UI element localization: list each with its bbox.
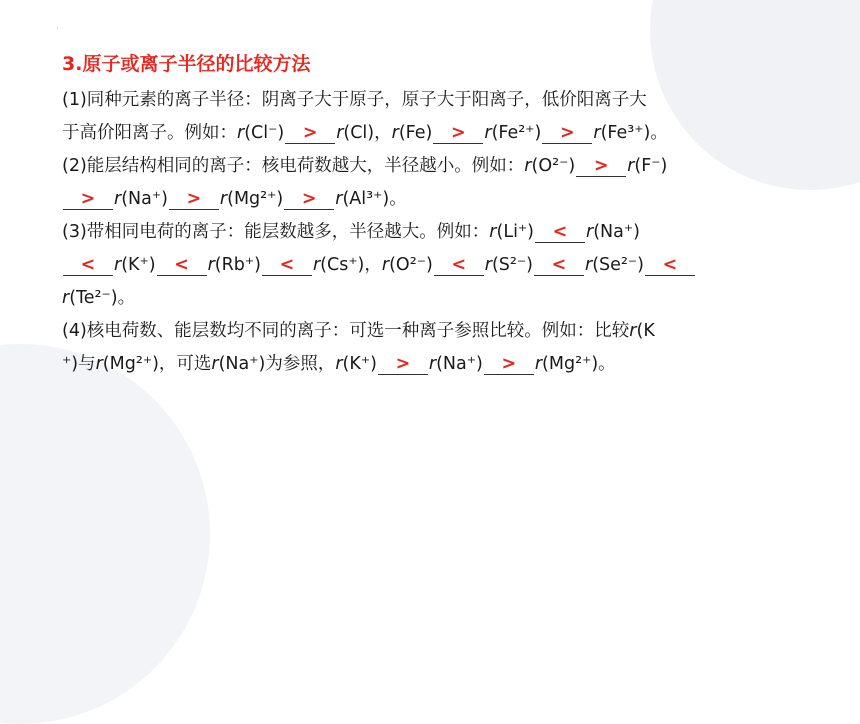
r-symbol: r xyxy=(62,288,70,308)
text: (Fe) xyxy=(398,123,433,143)
text: (Se²⁻) xyxy=(592,255,644,275)
r-symbol: r xyxy=(629,321,637,341)
paragraph-2-line-2 xyxy=(62,183,822,216)
text: (K xyxy=(636,321,655,341)
r-symbol: r xyxy=(219,189,228,209)
paragraph-4-line-2 xyxy=(62,348,822,381)
answer-blank: < xyxy=(434,255,484,276)
content xyxy=(62,50,822,381)
text: (Rb⁺) xyxy=(214,255,261,275)
text: (Cl)， xyxy=(343,123,392,143)
r-symbol: r xyxy=(428,354,437,374)
answer-blank: > xyxy=(63,189,113,210)
text: (Te²⁻)。 xyxy=(69,288,136,308)
r-symbol: r xyxy=(391,123,399,143)
decorative-dot: · xyxy=(56,24,59,34)
r-symbol: r xyxy=(593,123,601,143)
r-symbol: r xyxy=(627,156,635,176)
paragraph-1-line-1 xyxy=(62,84,822,117)
answer-blank: > xyxy=(378,354,428,375)
paragraph-4-line-1 xyxy=(62,315,822,348)
text: (Na⁺) xyxy=(121,189,168,209)
answer-blank: > xyxy=(576,156,626,177)
r-symbol: r xyxy=(534,354,543,374)
text: (Mg²⁺)，可选 xyxy=(102,354,212,374)
text: (Na⁺) xyxy=(436,354,483,374)
text: (Li⁺) xyxy=(496,222,535,242)
r-symbol: r xyxy=(207,255,215,275)
answer-blank: > xyxy=(542,123,592,144)
text: ⁺)与 xyxy=(62,354,96,374)
text: (Cl⁻) xyxy=(244,123,285,143)
answer-blank: < xyxy=(645,255,695,276)
text: (F⁻) xyxy=(634,156,668,176)
text: (2)能层结构相同的离子：核电荷数越大，半径越小。例如： xyxy=(62,156,525,176)
text: (3)带相同电荷的离子：能层数越多，半径越大。例如： xyxy=(62,222,490,242)
text: (Na⁺)为参照， xyxy=(218,354,336,374)
decorative-circle xyxy=(0,344,210,724)
r-symbol: r xyxy=(237,123,245,143)
paragraph-1-text: (1)同种元素的离子半径：阴离子大于原子，原子大于阳离子，低价阳离子大 xyxy=(62,90,647,110)
answer-blank: < xyxy=(63,255,113,276)
r-symbol: r xyxy=(336,123,344,143)
r-symbol: r xyxy=(335,354,343,374)
r-symbol: r xyxy=(484,255,492,275)
answer-blank: > xyxy=(284,189,334,210)
r-symbol: r xyxy=(484,123,492,143)
paragraph-2-line-1 xyxy=(62,150,822,183)
text: (K⁺) xyxy=(121,255,156,275)
r-symbol: r xyxy=(312,255,321,275)
text: 于高价阳离子。例如： xyxy=(62,123,237,143)
r-symbol: r xyxy=(524,156,532,176)
text: (4)核电荷数、能层数均不同的离子：可选一种离子参照比较。例如：比较 xyxy=(62,321,630,341)
text: (K⁺) xyxy=(342,354,377,374)
text: (Al³⁺)。 xyxy=(342,189,407,209)
r-symbol: r xyxy=(335,189,343,209)
r-symbol: r xyxy=(211,354,219,374)
r-symbol: r xyxy=(586,222,594,242)
r-symbol: r xyxy=(95,354,103,374)
r-symbol: r xyxy=(489,222,497,242)
paragraph-3-line-2 xyxy=(62,249,822,282)
text: (Fe³⁺)。 xyxy=(600,123,668,143)
paragraph-3-line-3 xyxy=(62,282,822,315)
text: (Na⁺) xyxy=(593,222,640,242)
r-symbol: r xyxy=(114,255,122,275)
answer-blank: > xyxy=(285,123,335,144)
text: (S²⁻) xyxy=(491,255,533,275)
paragraph-3-line-1 xyxy=(62,216,822,249)
section-heading: 3.原子或离子半径的比较方法 xyxy=(62,53,311,75)
answer-blank: < xyxy=(534,255,584,276)
text: (Mg²⁺)。 xyxy=(542,354,616,374)
text: (O²⁻) xyxy=(531,156,576,176)
paragraph-1-line-2 xyxy=(62,117,822,150)
r-symbol: r xyxy=(114,189,122,209)
answer-blank: > xyxy=(484,354,534,375)
text: (Mg²⁺) xyxy=(227,189,284,209)
r-symbol: r xyxy=(381,255,390,275)
answer-blank: < xyxy=(262,255,312,276)
text: (Fe²⁺) xyxy=(491,123,542,143)
answer-blank: > xyxy=(433,123,483,144)
answer-blank: < xyxy=(535,222,585,243)
text: (O²⁻) xyxy=(389,255,433,275)
answer-blank: > xyxy=(169,189,219,210)
text: (Cs⁺)， xyxy=(320,255,382,275)
r-symbol: r xyxy=(585,255,593,275)
answer-blank: < xyxy=(157,255,207,276)
